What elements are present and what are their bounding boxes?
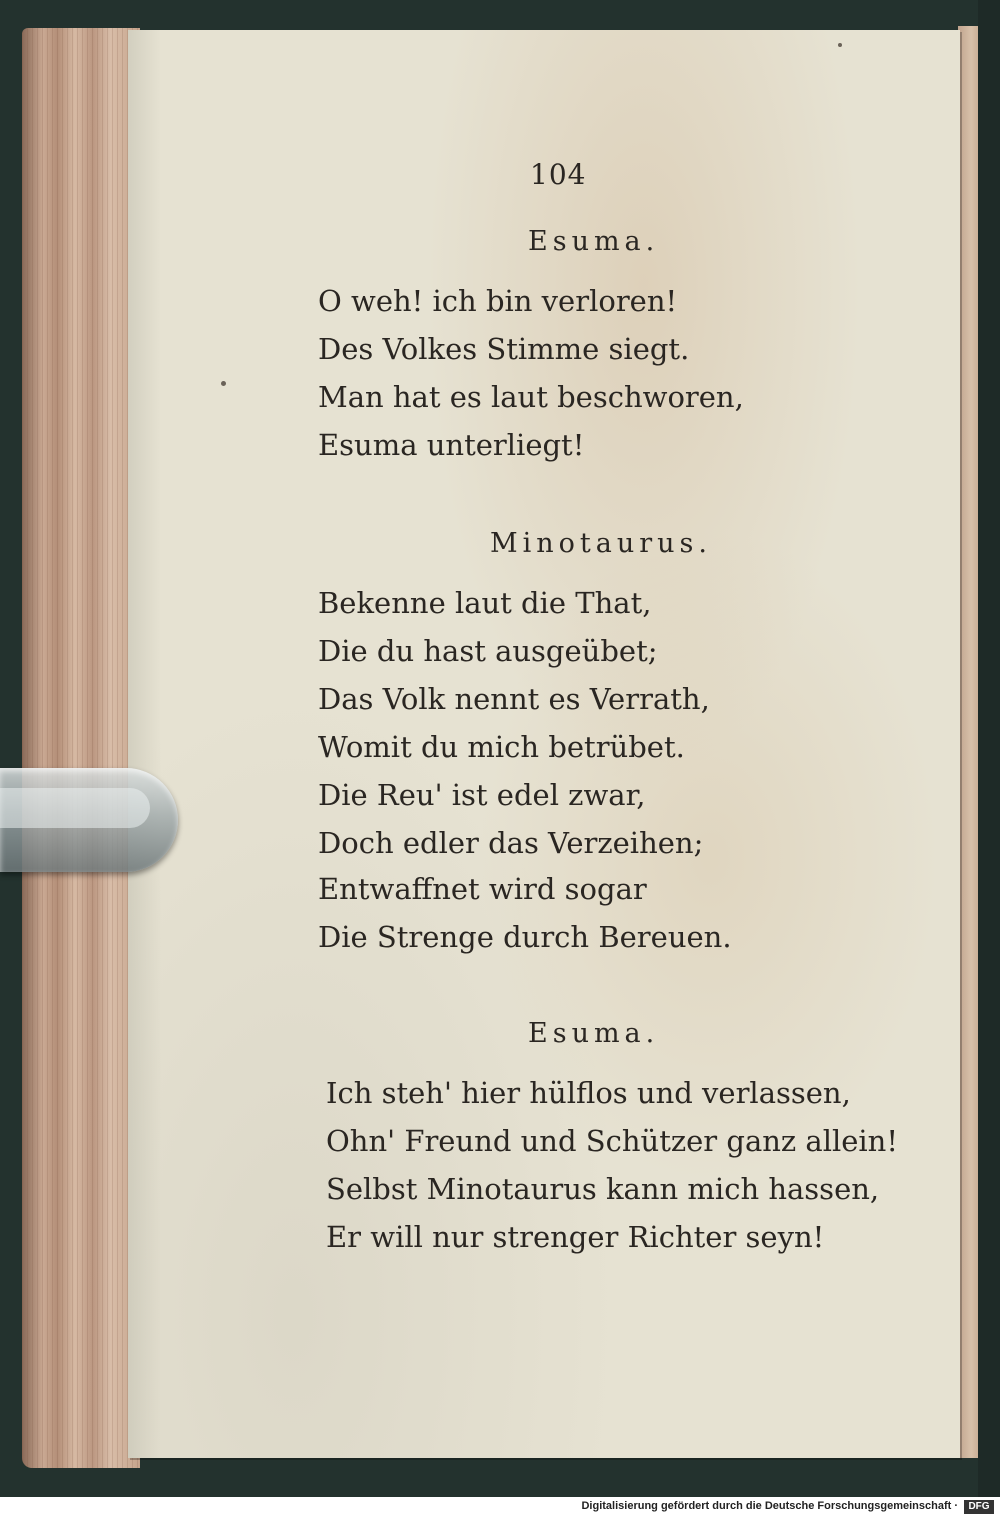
speaker-name: Esuma. — [528, 226, 660, 257]
verse-line: Er will nur strenger Richter seyn! — [326, 1220, 825, 1254]
verse-line: Womit du mich betrübet. — [318, 730, 685, 764]
verse-line: O weh! ich bin verloren! — [318, 284, 678, 318]
verse-line: Entwaffnet wird sogar — [318, 872, 647, 906]
page-holder-highlight — [0, 788, 150, 828]
verse-line: Ohn' Freund und Schützer ganz allein! — [326, 1124, 899, 1158]
verse-line: Die Reu' ist edel zwar, — [318, 778, 646, 812]
verse-line: Ich steh' hier hülflos und verlassen, — [326, 1076, 851, 1110]
verse-line: Esuma unterliegt! — [318, 428, 585, 462]
next-page-edge — [958, 26, 980, 1458]
scan-border-right — [978, 0, 1000, 1497]
dfg-logo: DFG — [964, 1500, 994, 1514]
verse-line: Doch edler das Verzeihen; — [318, 826, 704, 860]
paper-speck — [221, 381, 226, 386]
verse-line: Das Volk nennt es Verrath, — [318, 682, 710, 716]
speaker-name: Minotaurus. — [490, 528, 712, 559]
verse-line: Die du hast ausgeübet; — [318, 634, 658, 668]
speaker-name: Esuma. — [528, 1018, 660, 1049]
verse-line: Bekenne laut die That, — [318, 586, 652, 620]
verse-line: Des Volkes Stimme siegt. — [318, 332, 690, 366]
book-page-edges — [22, 28, 140, 1468]
verse-line: Man hat es laut beschworen, — [318, 380, 744, 414]
verse-line: Selbst Minotaurus kann mich hassen, — [326, 1172, 880, 1206]
page-holder-pointer — [0, 768, 178, 872]
footer-credit: Digitalisierung gefördert durch die Deutsche Forschungsgemeinschaft · — [581, 1500, 958, 1512]
footer-bar — [0, 1497, 1000, 1519]
paper-speck — [838, 43, 842, 47]
verse-line: Die Strenge durch Bereuen. — [318, 920, 732, 954]
page-number: 104 — [530, 158, 587, 191]
